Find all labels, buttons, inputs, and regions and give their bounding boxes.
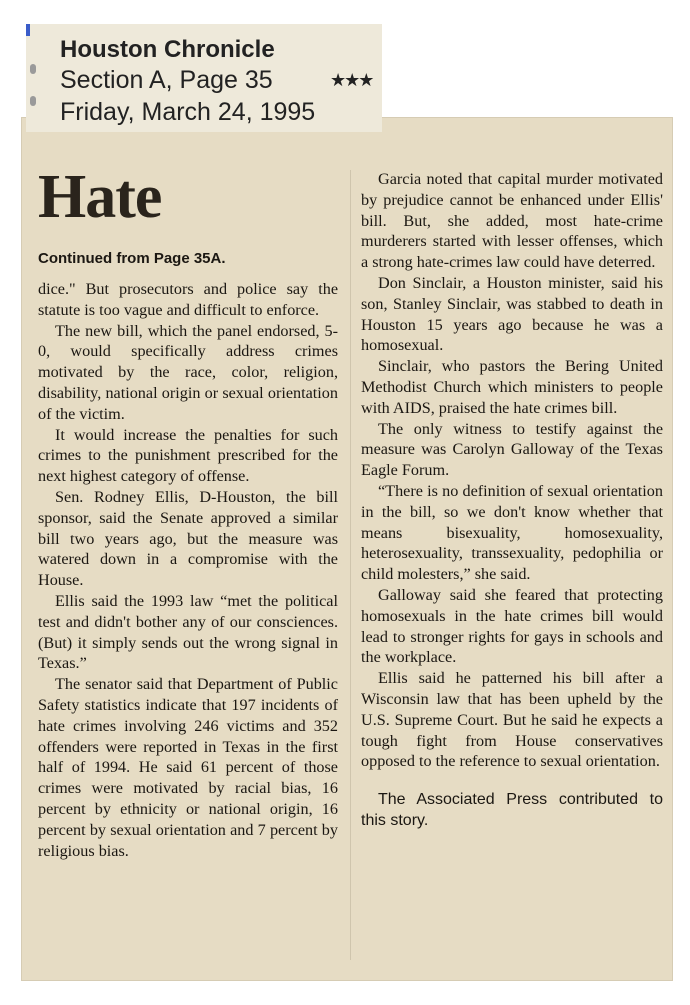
paragraph: Ellis said he patterned his bill after a Wisconsin law that has been upheld by the U.S. Supreme Court. But he said he expects a tough fight from House conservatives opposed to the reference to sexual orientation. — [361, 669, 663, 771]
edition-stars: ★★★ — [330, 70, 373, 91]
paragraph: “There is no definition of sexual orientation in the bill, so we don't know whether that means bisexuality, homosexuality, heterosexuality, transsexuality, pedophilia or child molesters,” she said. — [361, 481, 663, 584]
paragraph: The new bill, which the panel endorsed, 5-0, would specifically address crimes motivated by the race, color, religion, disability, national origin or sexual orientation of the victim. — [38, 321, 338, 423]
paragraph: Ellis said the 1993 law “met the political test and didn't bother any of our consciences. (But) it simply sends out the wrong signal in Texas.” — [38, 591, 338, 673]
paragraph: Garcia noted that capital murder motivated by prejudice cannot be enhanced under Ellis' bill. But, she added, most hate-crime murderers started with lesser offenses, which a strong hate-crimes law could have deterred. — [361, 170, 663, 272]
punch-hole — [30, 64, 36, 74]
left-column — [38, 279, 338, 861]
paragraph: Don Sinclair, a Houston minister, said his son, Stanley Sinclair, was stabbed to death in Houston 15 years ago because he was a homosexual. — [361, 273, 663, 355]
paragraph: Sinclair, who pastors the Bering United Methodist Church which ministers to people with AIDS, praised the hate crimes bill. — [361, 357, 663, 417]
paragraph: The only witness to testify against the measure was Carolyn Galloway of the Texas Eagle Forum. — [361, 419, 663, 480]
punch-hole — [30, 96, 36, 106]
paragraph: dice." But prosecutors and police say the statute is too vague and difficult to enforce. — [38, 280, 338, 319]
section-page: Section A, Page 35 — [60, 66, 273, 94]
paragraph: The senator said that Department of Public Safety statistics indicate that 197 incidents of hate crimes involving 246 victims and 352 offenders were reported in Texas in the first half of 1994. He said 61 percent of those crimes were motivated by racial bias, 16 percent by ethnicity or national origin, 16 percent by sexual orientation and 7 percent by religious bias. — [38, 675, 338, 860]
paragraph: It would increase the penalties for such crimes to the punishment prescribed for the next highest category of offense. — [38, 425, 338, 486]
column-divider — [350, 170, 351, 960]
publication-date: Friday, March 24, 1995 — [60, 98, 316, 126]
paragraph: Sen. Rodney Ellis, D-Houston, the bill sponsor, said the Senate approved a similar bill two years ago, but the measure was watered down in a compromise with the House. — [38, 487, 338, 590]
credit-line: The Associated Press contributed to this story. — [361, 791, 663, 829]
paragraph: Galloway said she feared that protecting homosexuals in the hate crimes bill would lead to stronger rights for gays in schools and the workplace. — [361, 585, 663, 667]
blue-mark — [26, 24, 30, 36]
continued-note: Continued from Page 35A. — [38, 250, 226, 267]
newspaper-name: Houston Chronicle — [60, 36, 275, 63]
right-column — [361, 169, 663, 831]
headline: Hate — [38, 163, 162, 231]
